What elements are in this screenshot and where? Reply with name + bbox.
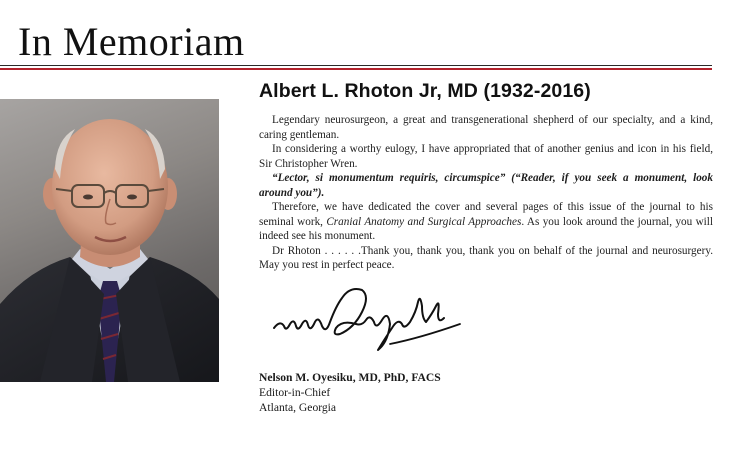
paragraph-1: Legendary neurosurgeon, a great and transgenerational shepherd of our specialty, and a kind, caring gentleman. [259, 114, 713, 141]
book-title: Cranial Anatomy and Surgical Approaches [326, 215, 522, 228]
heading-rule-red [0, 68, 712, 70]
article-name-title: Albert L. Rhoton Jr, MD (1932-2016) [259, 80, 591, 102]
paragraph-4-text-b: . As you look around the journal, you will indeed see his monument. [259, 215, 714, 242]
paragraph-2: In considering a worthy eulogy, I have appropriated that of another genius and icon in his field, Sir Christopher Wren. [259, 143, 713, 170]
paragraph-quote: “Lector, si monumentum requiris, circumspice” (“Reader, if you seek a monument, look around you”). [259, 172, 713, 199]
heading-rule-dark [0, 65, 712, 66]
article-body [259, 113, 713, 273]
signature-block [259, 370, 441, 415]
editor-name: Nelson M. Oyesiku, MD, PhD, FACS [259, 371, 441, 384]
paragraph-4 [259, 200, 713, 244]
editor-location: Atlanta, Georgia [259, 401, 337, 414]
page-heading: In Memoriam [18, 19, 245, 64]
portrait-photo [0, 99, 219, 382]
handwritten-signature [270, 284, 470, 354]
paragraph-4-text-a: Therefore, we have dedicated the cover and several pages of this issue of the journal to his seminal work, [259, 201, 713, 228]
editor-role: Editor-in-Chief [259, 386, 331, 399]
paragraph-5: Dr Rhoton . . . . . .Thank you, thank you, thank you on behalf of the journal and neurosurgery. May you rest in perfect peace. [259, 244, 713, 271]
